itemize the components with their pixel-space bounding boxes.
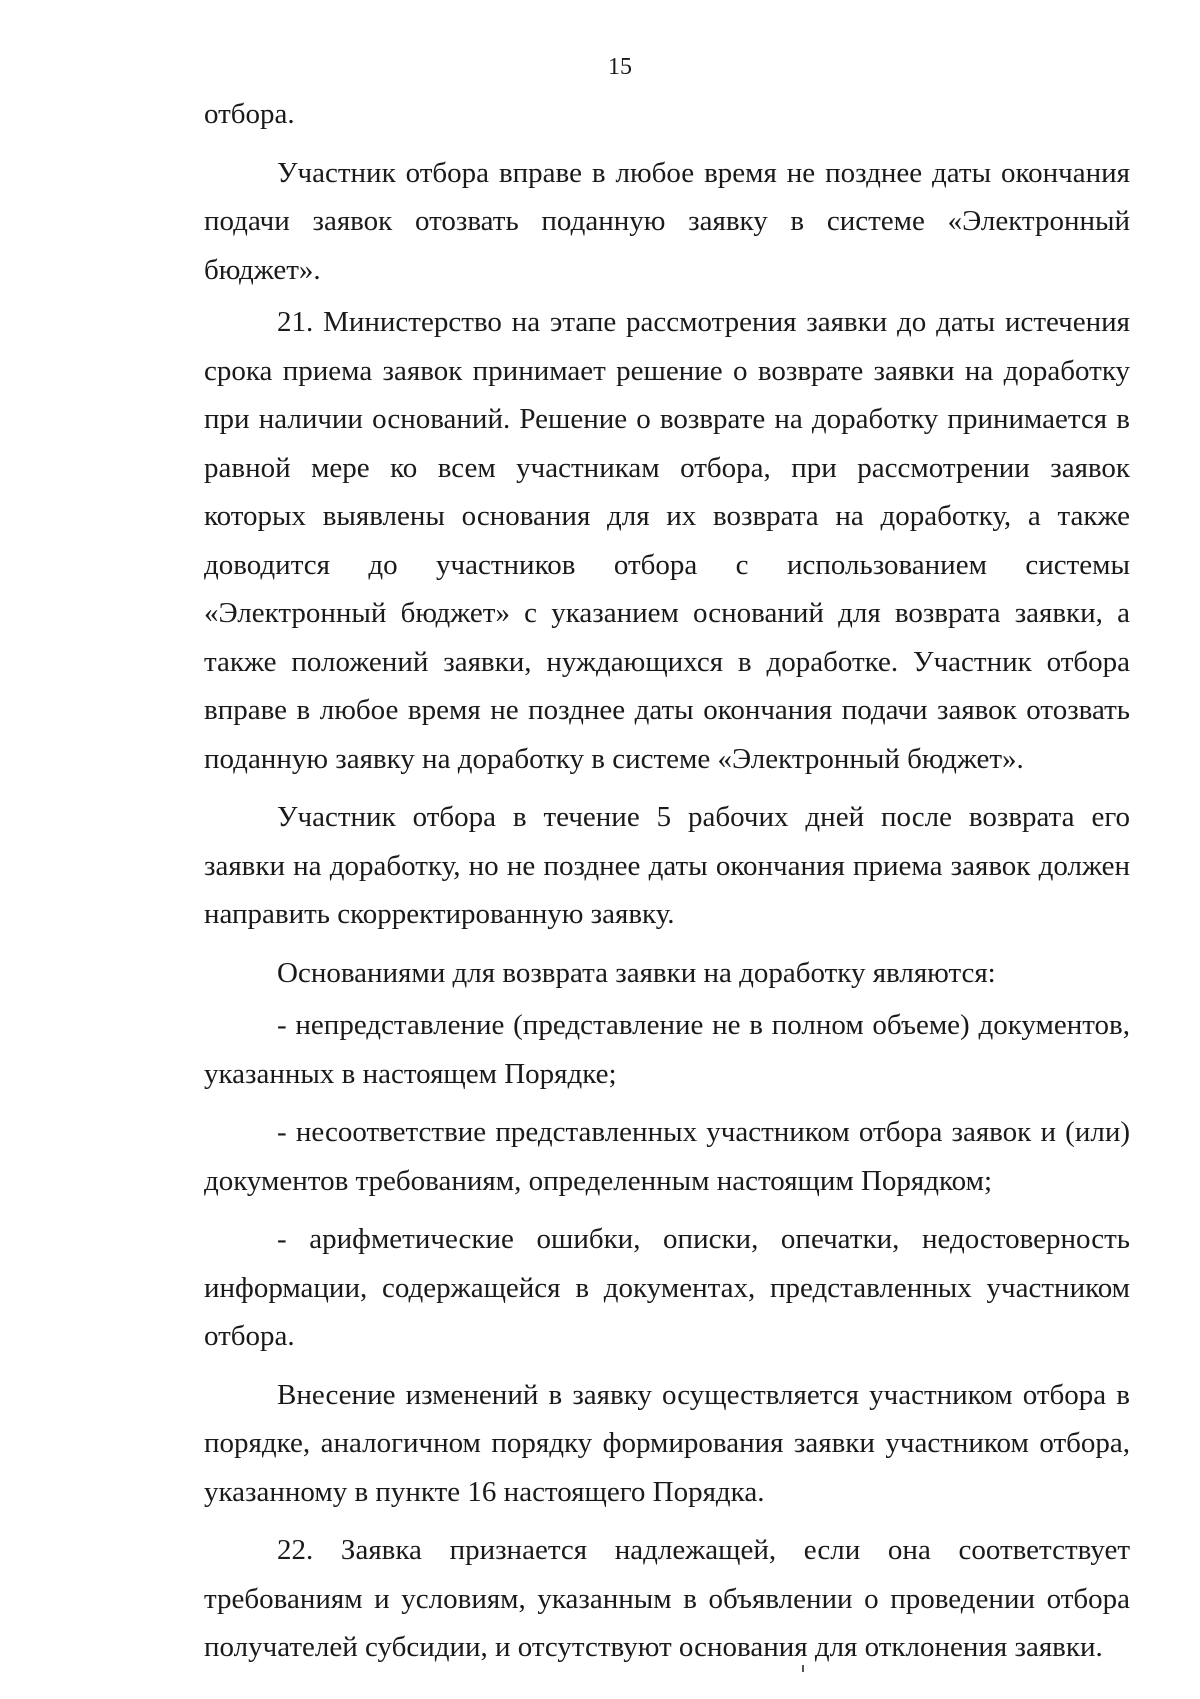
- paragraph-item-22: 22. Заявка признается надлежащей, если она соответствует требованиям и условиям, указанным в объявлении о проведении отбора получателей субсидии, и отсутствуют основания для отклонения заявки.: [204, 1534, 1130, 1663]
- list-item-errors: - арифметические ошибки, описки, опечатки, недостоверность информации, содержащейся в документах, представленных участником отбора.: [204, 1223, 1130, 1352]
- paragraph-amendments: Внесение изменений в заявку осуществляется участником отбора в порядке, аналогичном порядку формирования заявки участником отбора, указанному в пункте 16 настоящего Порядка.: [204, 1378, 1130, 1508]
- document-body: [204, 90, 1130, 1672]
- paragraph-withdrawal-right: Участник отбора вправе в любое время не позднее даты окончания подачи заявок отозвать поданную заявку в системе «Электронный бюджет».: [204, 156, 1130, 286]
- list-item-missing-documents: - непредставление (представление не в полном объеме) документов, указанных в настоящем Порядке;: [204, 1009, 1130, 1090]
- paragraph-return-grounds-intro: Основаниями для возврата заявки на доработку являются:: [277, 956, 996, 989]
- list-item-noncompliance: - несоответствие представленных участником отбора заявок и (или) документов требованиям, определенным настоящим Порядком;: [204, 1116, 1130, 1197]
- paragraph-resubmission-deadline: Участник отбора в течение 5 рабочих дней после возврата его заявки на доработку, но не позднее даты окончания приема заявок должен направить скорректированную заявку.: [204, 801, 1130, 930]
- page-number: 15: [608, 54, 632, 80]
- scan-speck: [802, 1665, 804, 1672]
- paragraph-item-21: 21. Министерство на этапе рассмотрения заявки до даты истечения срока приема заявок принимает решение о возврате заявки на доработку при наличии оснований. Решение о возврате на доработку принимается в равной мере ко всем участникам отбора, при рассмотрении заявок которых выявлены основания для их возврата на доработку, а также доводится до участников отбора с использованием системы «Электронный бюджет» с указанием оснований для возврата заявки, а также положений заявки, нуждающихся в доработке. Участник отбора вправе в любое время не позднее даты окончания подачи заявок отозвать поданную заявку на доработку в системе «Электронный бюджет».: [204, 306, 1130, 775]
- paragraph-continuation: отбора.: [204, 98, 295, 130]
